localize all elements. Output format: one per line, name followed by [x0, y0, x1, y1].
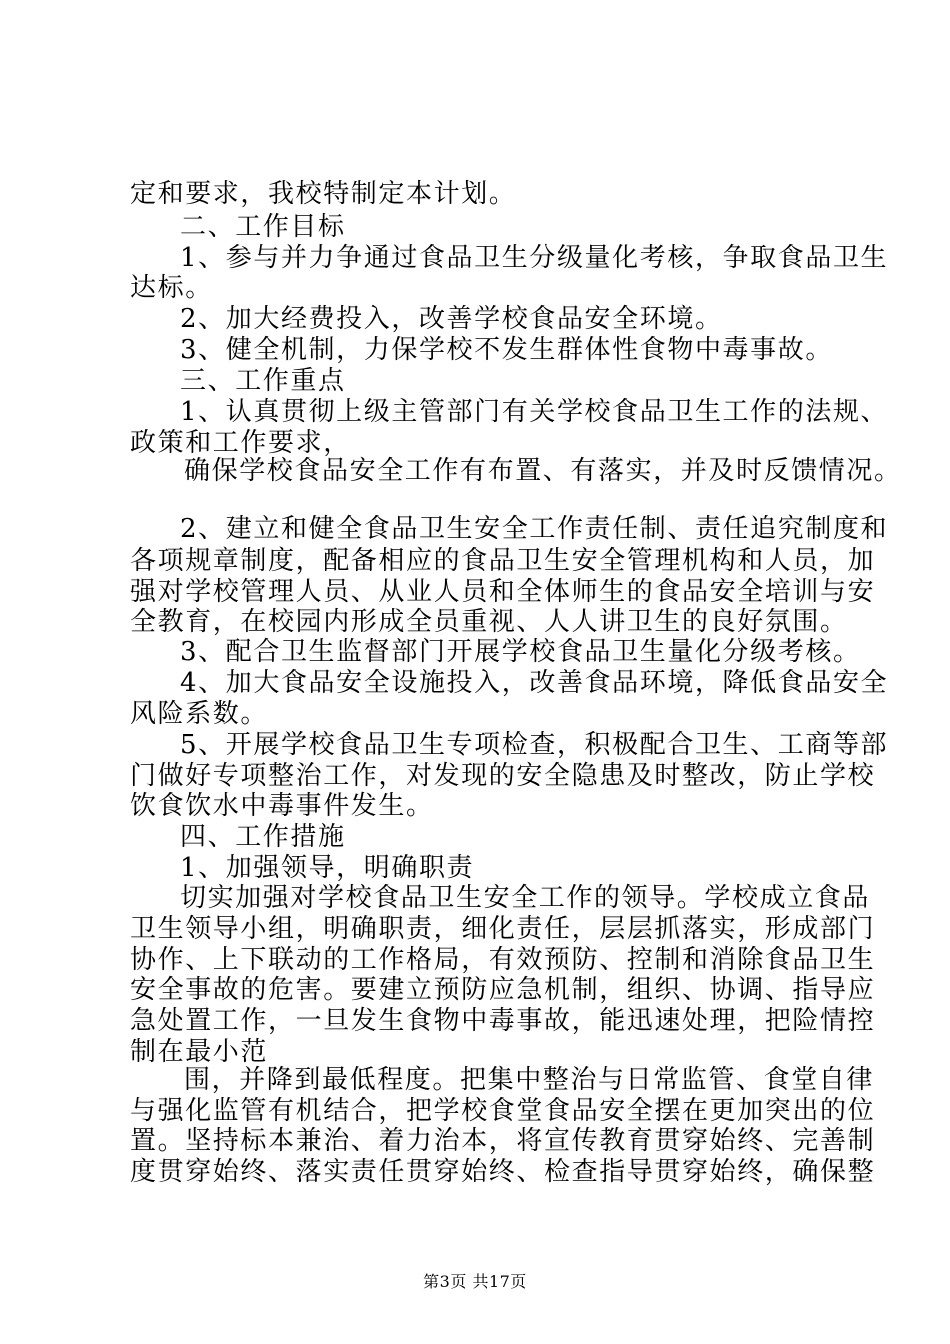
text-line: 切实加强对学校食品卫生安全工作的领导。学校成立食品 — [180, 883, 871, 913]
text-line: 确保学校食品安全工作有布置、有落实，并及时反馈情况。 — [184, 456, 902, 486]
text-line: 全教育，在校园内形成全员重视、人人讲卫生的良好氛围。 — [130, 607, 848, 637]
text-line: 度贯穿始终、落实责任贯穿始终、检查指导贯穿始终，确保整 — [130, 1157, 876, 1187]
text-line: 卫生领导小组，明确职责，细化责任，层层抓落实，形成部门 — [130, 914, 876, 944]
text-line: 定和要求，我校特制定本计划。 — [130, 179, 517, 209]
text-line: 2、建立和健全食品卫生安全工作责任制、责任追究制度和 — [180, 514, 889, 544]
section-heading: 二、工作目标 — [180, 212, 346, 242]
text-line: 门做好专项整治工作，对发现的安全隐患及时整改，防止学校 — [130, 761, 876, 791]
page-number-footer: 第3页 共17页 — [423, 1272, 527, 1291]
text-line: 急处置工作，一旦发生食物中毒事故，能迅速处理，把险情控 — [130, 1006, 876, 1036]
text-line: 2、加大经费投入，改善学校食品安全环境。 — [180, 304, 723, 334]
subsection-heading: 1、加强领导，明确职责 — [180, 853, 475, 883]
text-line: 达标。 — [130, 273, 213, 303]
text-line: 置。坚持标本兼治、着力治本，将宣传教育贯穿始终、完善制 — [130, 1126, 876, 1156]
text-line: 协作、上下联动的工作格局，有效预防、控制和消除食品卫生 — [130, 945, 876, 975]
text-line: 与强化监管有机结合，把学校食堂食品安全摆在更加突出的位 — [130, 1096, 876, 1126]
section-heading: 三、工作重点 — [180, 366, 346, 396]
text-line: 3、健全机制，力保学校不发生群体性食物中毒事故。 — [180, 335, 833, 365]
text-line: 政策和工作要求， — [130, 428, 351, 458]
text-line: 安全事故的危害。要建立预防应急机制，组织、协调、指导应 — [130, 975, 876, 1005]
section-heading: 四、工作措施 — [180, 822, 346, 852]
text-line: 3、配合卫生监督部门开展学校食品卫生量化分级考核。 — [180, 637, 861, 667]
text-line: 1、认真贯彻上级主管部门有关学校食品卫生工作的法规、 — [180, 397, 889, 427]
text-line: 饮食饮水中毒事件发生。 — [130, 791, 434, 821]
text-line: 围，并降到最低程度。把集中整治与日常监管、食堂自律 — [184, 1065, 875, 1095]
text-line: 强对学校管理人员、从业人员和全体师生的食品安全培训与安 — [130, 577, 876, 607]
text-line: 制在最小范 — [130, 1037, 269, 1067]
text-line: 1、参与并力争通过食品卫生分级量化考核，争取食品卫生 — [180, 243, 889, 273]
text-line: 风险系数。 — [130, 699, 269, 729]
text-line: 各项规章制度，配备相应的食品卫生安全管理机构和人员，加 — [130, 546, 876, 576]
text-line: 5、开展学校食品卫生专项检查，积极配合卫生、工商等部 — [180, 730, 889, 760]
text-line: 4、加大食品安全设施投入，改善食品环境，降低食品安全 — [180, 668, 889, 698]
